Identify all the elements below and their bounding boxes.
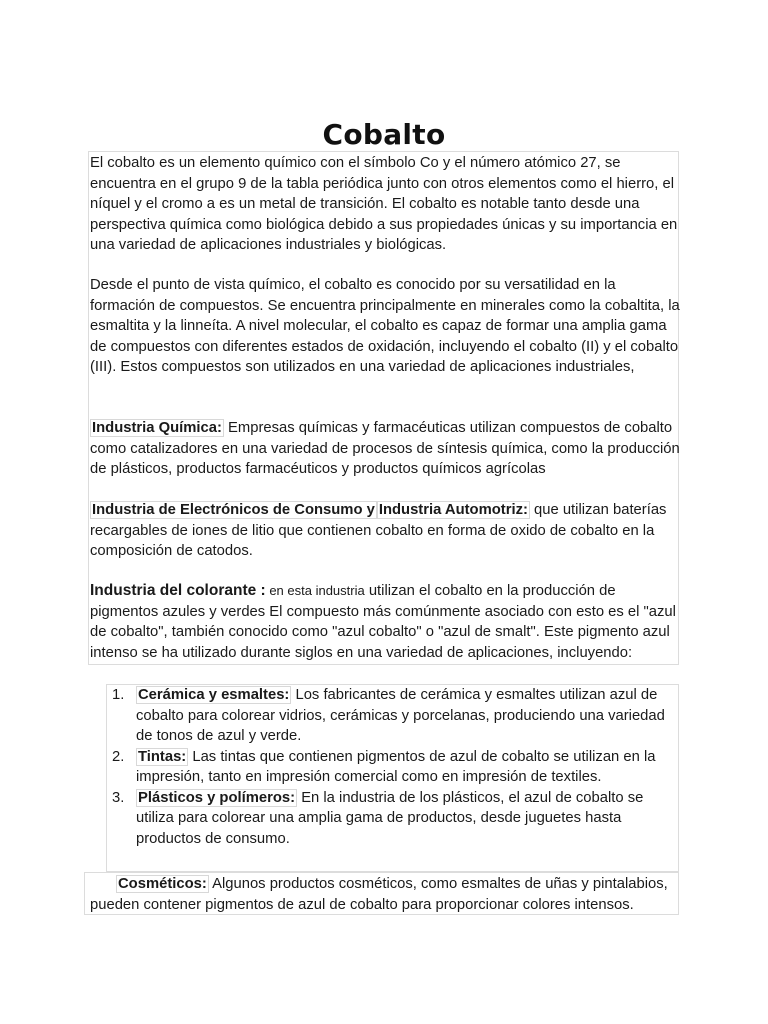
electronics-paragraph <box>90 500 680 562</box>
cosmetics-text: Algunos productos cosméticos, como esmaltes de uñas y pintalabios, pueden contener pigmentos de azul de cobalto para proporcionar colores intensos. <box>90 876 668 913</box>
list-item-number: 2. <box>112 748 125 765</box>
list-item-number: 3. <box>112 789 125 806</box>
list-item-text: Los fabricantes de cerámica y esmaltes utilizan azul de cobalto para colorear vidrios, cerámicas y porcelanas, produciendo una variedad de tonos de azul y verde. <box>136 687 665 744</box>
list-item-label: Cerámica y esmaltes: <box>138 687 290 703</box>
chemical-industry-label: Industria Química: <box>92 420 222 436</box>
cosmetics-paragraph <box>90 874 678 915</box>
list-item-number: 1. <box>112 687 125 703</box>
list-item <box>106 747 678 788</box>
list-item-text: En la industria de los plásticos, el azul de cobalto se utiliza para colorear una amplia gama de productos, desde juguetes hasta productos de consumo. <box>136 789 644 847</box>
dye-industry-label: Industria del colorante : <box>90 582 266 599</box>
dye-industry-text: utilizan el cobalto en la producción de pigmentos azules y verdes El compuesto más comúnmente asociado con esto es el "azul de cobalto", también conocido como "azul cobalto" o "azul de smalt". Este pigmento azul intenso se ha utilizado durante siglos en una variedad de aplicaciones, incluyendo: <box>90 583 676 661</box>
applications-list <box>106 685 678 849</box>
list-item-text: Las tintas que contienen pigmentos de azul de cobalto se utilizan en la impresión, tanto en impresión comercial como en impresión de textiles. <box>136 748 656 785</box>
dye-industry-small-text: en esta industria <box>265 583 365 598</box>
list-item-label: Plásticos y polímeros: <box>138 789 296 806</box>
cosmetics-label: Cosméticos: <box>118 876 207 892</box>
electronics-label: Industria de Electrónicos de Consumo y <box>92 502 375 518</box>
automotive-label: Industria Automotriz: <box>378 502 528 518</box>
dye-industry-paragraph <box>90 581 680 663</box>
list-item <box>106 685 678 747</box>
intro-paragraph: El cobalto es un elemento químico con el símbolo Co y el número atómico 27, se encuentra en el grupo 9 de la tabla periódica junto con otros elementos como el hierro, el níquel y el cromo a es un metal de transición. El cobalto es notable tanto desde una perspectiva química como biológica debido a sus propiedades únicas y su importancia en una variedad de aplicaciones industriales y biológicas. <box>90 155 678 253</box>
chemical-industry-text: Empresas químicas y farmacéuticas utilizan compuestos de cobalto como catalizadores en una variedad de procesos de síntesis química, como la producción de plásticos, productos farmacéuticos y productos químicos agrícolas <box>90 420 680 477</box>
document-title: Cobalto <box>322 117 446 151</box>
chemistry-paragraph: Desde el punto de vista químico, el cobalto es conocido por su versatilidad en la formación de compuestos. Se encuentra principalmente en minerales como la cobaltita, la esmaltita y la linneíta. A nivel molecular, el cobalto es capaz de formar una amplia gama de compuestos con diferentes estados de oxidación, incluyendo el cobalto (II) y el cobalto (III). Estos compuestos son utilizados en una variedad de aplicaciones industriales, <box>90 277 680 375</box>
list-item-label: Tintas: <box>138 748 187 765</box>
list-item <box>106 788 678 850</box>
electronics-text: que utilizan baterías recargables de iones de litio que contienen cobalto en forma de oxido de cobalto en la composición de catodos. <box>90 502 667 559</box>
chemical-industry-paragraph <box>90 418 680 480</box>
